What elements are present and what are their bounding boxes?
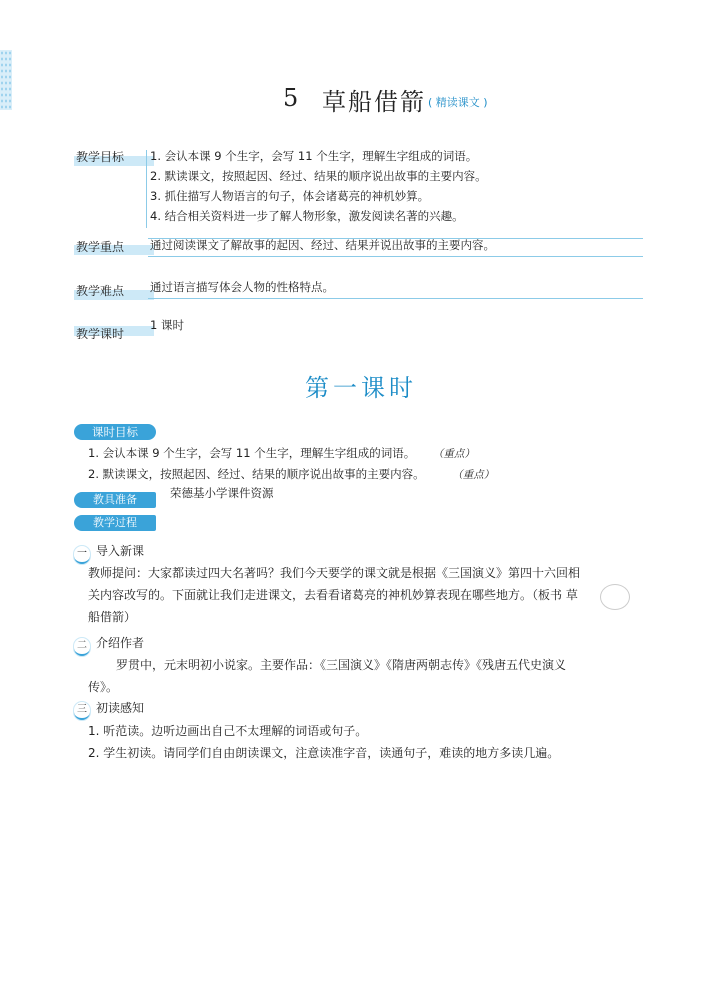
step-title: 初读感知 (96, 701, 145, 715)
step-title: 介绍作者 (96, 636, 145, 650)
board-mark-circle (600, 584, 630, 610)
paragraph-line: 船借箭） (88, 610, 137, 624)
paragraph-line: 2. 学生初读。请同学们自由朗读课文，注意读准字音，读通句子，难读的地方多读几遍。 (88, 746, 560, 760)
class-goals-pill: 课时目标 (74, 424, 156, 440)
goal-item: 3. 抓住描写人物语言的句子，体会诸葛亮的神机妙算。 (150, 189, 430, 203)
step-badge: 三 (74, 702, 90, 720)
key-label: 教学重点 (76, 240, 125, 254)
class-goal-note: （重点） (452, 469, 495, 481)
step-paragraph (88, 562, 658, 628)
goal-item: 1. 会认本课 9 个生字，会写 11 个生字，理解生字组成的词语。 (150, 149, 478, 163)
goal-item: 4. 结合相关资料进一步了解人物形象，激发阅读名著的兴趣。 (150, 209, 464, 223)
lesson-type-tag: ( 精读课文 ) (428, 96, 488, 109)
goal-divider (146, 150, 147, 228)
process-pill: 教学过程 (74, 515, 156, 531)
side-decoration (0, 50, 12, 110)
class-goal-item (88, 464, 648, 485)
key-bottom-rule (148, 256, 643, 257)
difficulty-text: 通过语言描写体会人物的性格特点。 (150, 280, 334, 294)
tools-text: 荣德基小学课件资源 (170, 486, 274, 500)
goal-list (150, 146, 650, 226)
period-text: 1 课时 (150, 318, 184, 332)
paragraph-line: 教师提问：大家都读过四大名著吗？我们今天要学的课文就是根据《三国演义》第四十六回相 (88, 566, 581, 580)
paragraph-line: 1. 听范读。边听边画出自己不太理解的词语或句子。 (88, 724, 368, 738)
paragraph-line: 罗贯中，元末明初小说家。主要作品：《三国演义》《隋唐两朝志传》《残唐五代史演义 (116, 658, 567, 672)
step-paragraph (88, 720, 658, 764)
step-badge: 一 (74, 546, 90, 564)
step-paragraph (88, 654, 658, 698)
class-goal-item (88, 443, 648, 464)
class-goal-text: 2. 默读课文，按照起因、经过、结果的顺序说出故事的主要内容。 (88, 467, 425, 481)
section-title: 第一课时 (305, 374, 417, 402)
step-title: 导入新课 (96, 544, 145, 558)
goal-label: 教学目标 (76, 150, 125, 164)
lesson-title: 草船借箭 (322, 88, 426, 116)
step-badge: 二 (74, 638, 90, 656)
paragraph-line: 关内容改写的。下面就让我们走进课文，去看看诸葛亮的神机妙算表现在哪些地方。（板书 草 (88, 588, 578, 602)
class-goal-note: （重点） (432, 448, 475, 460)
lesson-number: 5 (283, 84, 299, 112)
class-goal-text: 1. 会认本课 9 个生字，会写 11 个生字，理解生字组成的词语。 (88, 446, 416, 460)
difficulty-label: 教学难点 (76, 284, 125, 298)
class-goals-list (88, 443, 648, 485)
paragraph-line: 传》。 (88, 680, 119, 694)
tools-pill: 教具准备 (74, 492, 156, 508)
difficulty-bottom-rule (148, 298, 643, 299)
goal-item: 2. 默读课文，按照起因、经过、结果的顺序说出故事的主要内容。 (150, 169, 487, 183)
period-label: 教学课时 (76, 327, 125, 341)
key-text: 通过阅读课文了解故事的起因、经过、结果并说出故事的主要内容。 (150, 238, 495, 252)
